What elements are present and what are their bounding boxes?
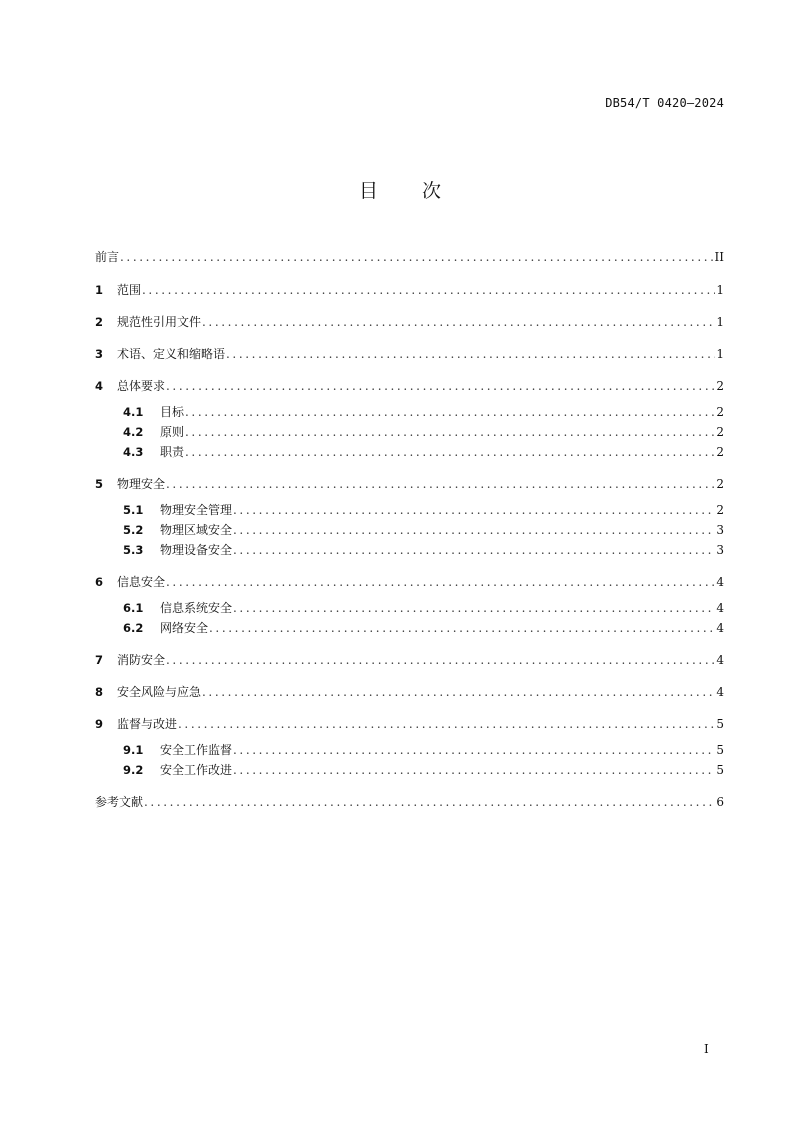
toc-entry[interactable] [95,314,724,330]
toc-entry-label: 消防安全 [117,653,166,667]
toc-entry-label: 网络安全 [160,621,209,635]
toc-entry-page: 2 [716,445,724,459]
dot-leader [185,424,715,440]
toc-entry-number: 4.1 [123,405,144,419]
standard-code: DB54/T 0420—2024 [605,96,724,110]
dot-leader [178,716,715,732]
toc-entry-page: 5 [716,743,724,757]
toc-entry-number: 3 [95,347,104,361]
dot-leader [226,346,715,362]
dot-leader [144,794,715,810]
toc-entry-label: 安全工作改进 [160,763,233,777]
toc-entry-page: 2 [716,379,724,393]
toc-entry[interactable] [123,762,724,778]
toc-entry[interactable] [123,742,724,758]
toc-entry-number: 5.1 [123,503,144,517]
toc-entry[interactable] [95,282,724,298]
toc-entry-number: 7 [95,653,104,667]
toc-entry-label: 物理安全 [117,477,166,491]
toc-entry[interactable] [123,542,724,558]
toc-entry-label: 总体要求 [117,379,166,393]
dot-leader [166,378,715,394]
toc-entry-page: 4 [716,601,724,615]
toc-entry-label: 安全工作监督 [160,743,233,757]
toc-entry-label: 职责 [160,445,185,459]
toc-entry-page: 1 [716,315,724,329]
toc-entry-label: 范围 [117,283,142,297]
dot-leader [233,522,715,538]
toc-entry-page: II [714,250,724,264]
toc-entry-page: 2 [716,477,724,491]
dot-leader [233,762,715,778]
toc-entry-number: 9.2 [123,763,144,777]
toc-entry[interactable] [123,600,724,616]
toc-entry[interactable] [123,404,724,420]
toc-entry[interactable] [95,476,724,492]
dot-leader [233,742,715,758]
page-title [0,176,800,203]
toc-entry-page: 5 [716,763,724,777]
toc-entry-number: 5.2 [123,523,144,537]
toc-entry-page: 4 [716,621,724,635]
dot-leader [166,476,715,492]
dot-leader [202,314,715,330]
dot-leader [185,404,715,420]
toc-entry-label: 目标 [160,405,185,419]
dot-leader [233,542,715,558]
toc-entry-number: 5 [95,477,104,491]
toc-entry-page: 4 [716,653,724,667]
toc-entry-label: 物理安全管理 [160,503,233,517]
toc-entry-label: 原则 [160,425,185,439]
toc-entry[interactable] [95,249,724,265]
toc-entry-label: 参考文献 [95,795,144,809]
dot-leader [202,684,715,700]
toc-entry[interactable] [95,684,724,700]
toc-entry[interactable] [95,346,724,362]
toc-entry-label: 术语、定义和缩略语 [117,347,226,361]
toc-entry-label: 安全风险与应急 [117,685,202,699]
toc-entry[interactable] [123,502,724,518]
toc-entry-page: 4 [716,575,724,589]
toc-entry-page: 3 [716,523,724,537]
toc-entry-number: 9 [95,717,104,731]
toc-entry-label: 规范性引用文件 [117,315,202,329]
toc-entry[interactable] [95,716,724,732]
toc-entry-page: 1 [716,283,724,297]
title-char-1: 目 [358,180,378,202]
toc-entry-page: 2 [716,425,724,439]
toc-entry-label: 监督与改进 [117,717,178,731]
toc-entry-page: 4 [716,685,724,699]
toc-entry-label: 物理区域安全 [160,523,233,537]
dot-leader [120,249,714,265]
toc-entry-label: 物理设备安全 [160,543,233,557]
toc-entry-number: 6.1 [123,601,144,615]
page-number: I [704,1042,709,1056]
toc-entry-page: 1 [716,347,724,361]
toc-entry-number: 5.3 [123,543,144,557]
title-char-2: 次 [422,180,442,202]
toc-entry-number: 2 [95,315,104,329]
dot-leader [209,620,715,636]
dot-leader [233,600,715,616]
toc-entry-number: 9.1 [123,743,144,757]
toc-entry-page: 5 [716,717,724,731]
toc-entry-number: 8 [95,685,104,699]
toc-entry[interactable] [95,574,724,590]
dot-leader [166,574,715,590]
toc-entry-number: 6 [95,575,104,589]
dot-leader [185,444,715,460]
toc-entry-number: 4 [95,379,104,393]
toc-entry-number: 1 [95,283,104,297]
toc-entry[interactable] [123,620,724,636]
toc-entry-label: 信息系统安全 [160,601,233,615]
toc-entry[interactable] [95,378,724,394]
toc-entry[interactable] [123,424,724,440]
toc-entry-page: 6 [716,795,724,809]
toc-entry-page: 2 [716,405,724,419]
dot-leader [142,282,715,298]
dot-leader [166,652,715,668]
toc-entry-number: 4.2 [123,425,144,439]
toc-entry-page: 2 [716,503,724,517]
toc-entry-number: 4.3 [123,445,144,459]
toc-entry[interactable] [95,652,724,668]
toc-entry-label: 信息安全 [117,575,166,589]
toc-entry[interactable] [123,522,724,538]
toc-entry[interactable] [123,444,724,460]
dot-leader [233,502,715,518]
toc-entry-number: 6.2 [123,621,144,635]
toc-entry[interactable] [95,794,724,810]
toc-entry-page: 3 [716,543,724,557]
toc-entry-label: 前言 [95,250,120,264]
